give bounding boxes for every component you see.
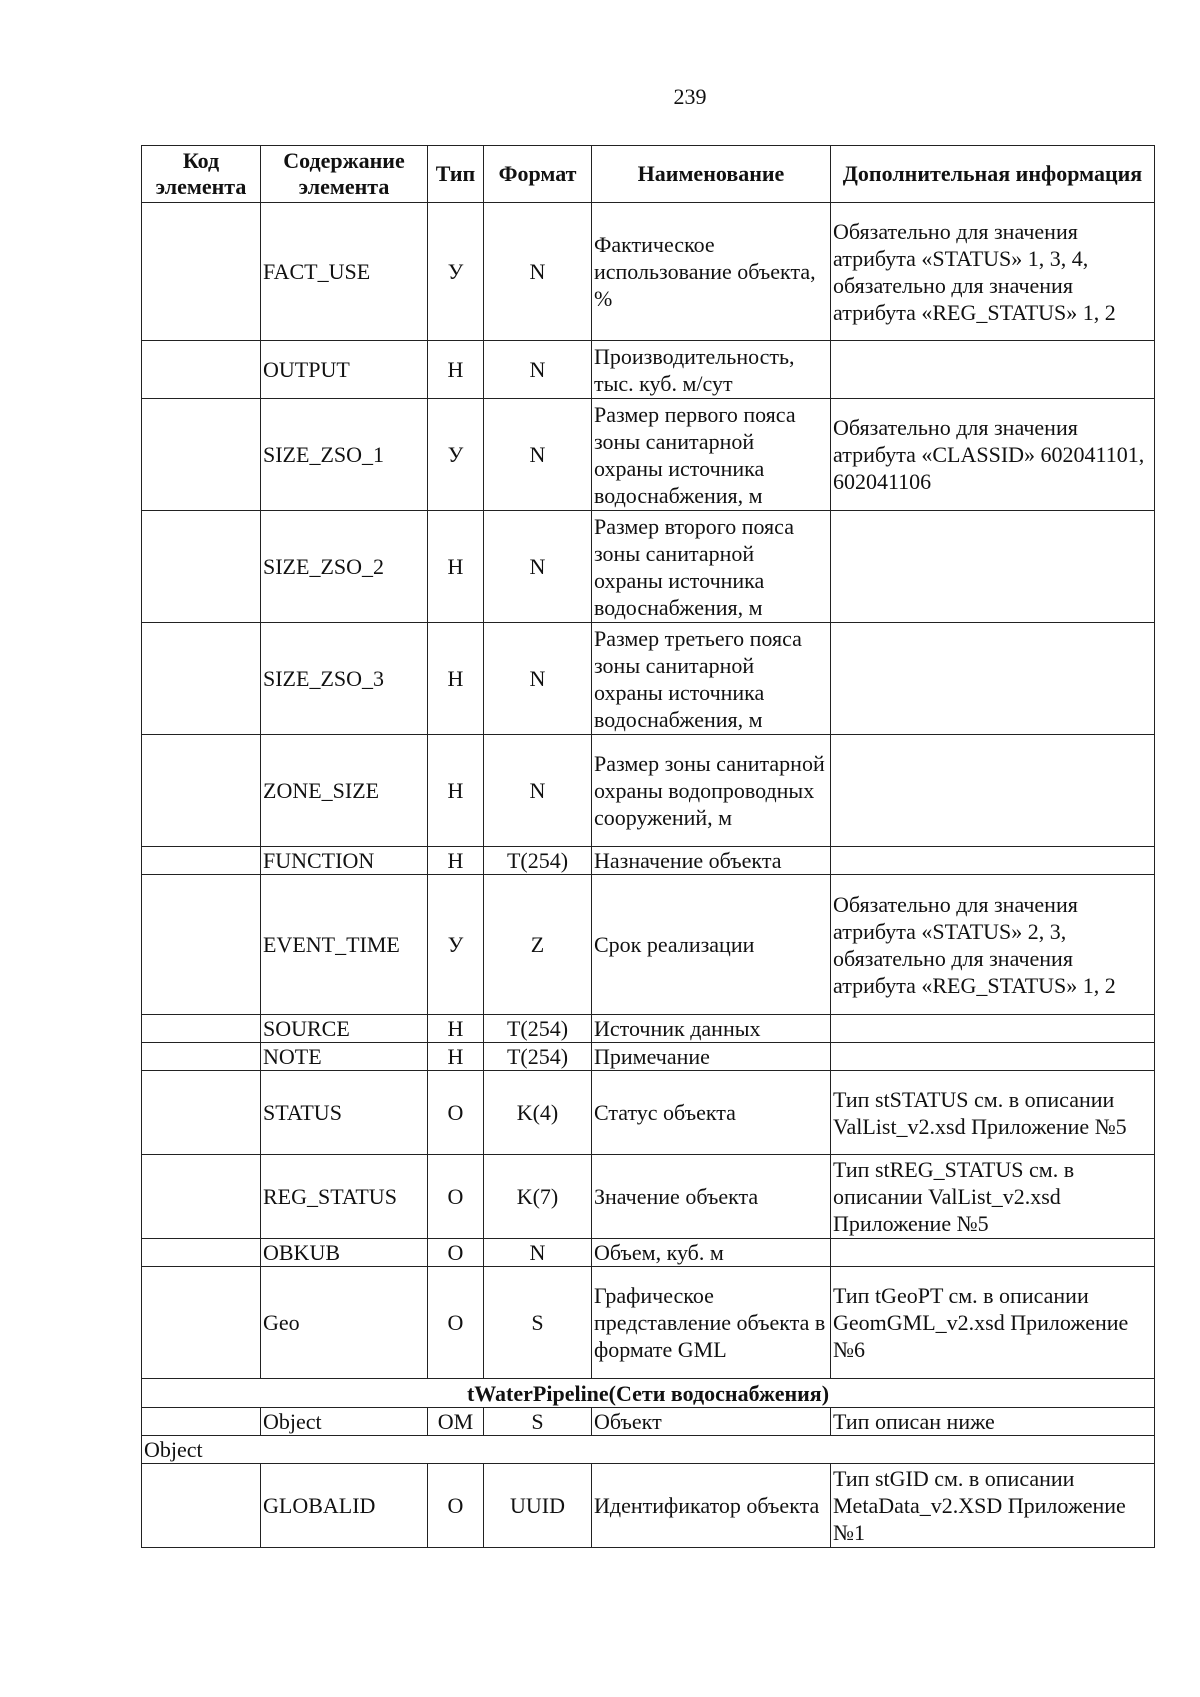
cell-info [831,511,1155,623]
cell-type: У [428,399,484,511]
table-row [142,203,1155,341]
cell-format: S [484,1408,592,1436]
cell-description: Графическое представление объекта в формате GML [592,1267,831,1379]
cell-code [142,399,261,511]
cell-code [142,1464,261,1548]
cell-element: OUTPUT [261,341,428,399]
cell-code [142,341,261,399]
cell-format: T(254) [484,1015,592,1043]
cell-type: ОМ [428,1408,484,1436]
cell-format: T(254) [484,1043,592,1071]
cell-element: NOTE [261,1043,428,1071]
cell-code [142,203,261,341]
cell-format: T(254) [484,847,592,875]
cell-type: Н [428,511,484,623]
cell-element: SIZE_ZSO_2 [261,511,428,623]
cell-type: О [428,1464,484,1548]
cell-format: K(4) [484,1071,592,1155]
cell-format: N [484,1239,592,1267]
cell-format: N [484,399,592,511]
cell-element: FACT_USE [261,203,428,341]
table-row [142,1408,1155,1436]
cell-info [831,847,1155,875]
cell-element: SOURCE [261,1015,428,1043]
cell-format: N [484,341,592,399]
cell-type: Н [428,735,484,847]
cell-code [142,1071,261,1155]
page-number: 239 [673,84,707,109]
header-content: Содержание элемента [261,146,428,203]
cell-format: N [484,203,592,341]
cell-description: Примечание [592,1043,831,1071]
table-row [142,735,1155,847]
cell-code [142,1267,261,1379]
cell-format: N [484,511,592,623]
cell-info: Тип stREG_STATUS см. в описании ValList_v2.xsd Приложение №5 [831,1155,1155,1239]
header-info: Дополнительная информация [831,146,1155,203]
spec-table [141,145,1155,1548]
cell-description: Статус объекта [592,1071,831,1155]
cell-type: О [428,1155,484,1239]
cell-format: N [484,623,592,735]
cell-description: Размер первого пояса зоны санитарной охраны источника водоснабжения, м [592,399,831,511]
table-row [142,1071,1155,1155]
table-row [142,1239,1155,1267]
cell-element: ZONE_SIZE [261,735,428,847]
table-row [142,511,1155,623]
cell-element: Geo [261,1267,428,1379]
cell-element: SIZE_ZSO_3 [261,623,428,735]
cell-description: Источник данных [592,1015,831,1043]
cell-element: FUNCTION [261,847,428,875]
cell-info: Тип stGID см. в описании MetaData_v2.XSD Приложение №1 [831,1464,1155,1548]
cell-element: EVENT_TIME [261,875,428,1015]
cell-info: Обязательно для значения атрибута «STATUS» 1, 3, 4, обязательно для значения атрибута «REG_STATUS» 1, 2 [831,203,1155,341]
cell-info: Обязательно для значения атрибута «CLASSID» 602041101, 602041106 [831,399,1155,511]
cell-description: Производительность, тыс. куб. м/сут [592,341,831,399]
cell-element: STATUS [261,1071,428,1155]
table-row [142,399,1155,511]
cell-description: Назначение объекта [592,847,831,875]
cell-element: OBKUB [261,1239,428,1267]
cell-code [142,847,261,875]
cell-format: K(7) [484,1155,592,1239]
cell-code [142,1015,261,1043]
cell-info [831,623,1155,735]
section-row [142,1379,1155,1408]
cell-format: N [484,735,592,847]
table-row [142,1015,1155,1043]
cell-info [831,1015,1155,1043]
cell-element: SIZE_ZSO_1 [261,399,428,511]
cell-description: Объем, куб. м [592,1239,831,1267]
cell-code [142,1155,261,1239]
group-row [142,1436,1155,1464]
cell-info [831,1043,1155,1071]
cell-format: S [484,1267,592,1379]
cell-type: У [428,875,484,1015]
cell-element: GLOBALID [261,1464,428,1548]
table-row [142,1043,1155,1071]
cell-type: Н [428,1015,484,1043]
cell-type: Н [428,847,484,875]
cell-code [142,735,261,847]
cell-code [142,1043,261,1071]
cell-info: Тип описан ниже [831,1408,1155,1436]
cell-code [142,1408,261,1436]
cell-info: Тип stSTATUS см. в описании ValList_v2.xsd Приложение №5 [831,1071,1155,1155]
cell-info: Тип tGeoPT см. в описании GeomGML_v2.xsd Приложение №6 [831,1267,1155,1379]
cell-description: Срок реализации [592,875,831,1015]
cell-type: О [428,1239,484,1267]
cell-info [831,1239,1155,1267]
header-format: Формат [484,146,592,203]
table-header-row [142,146,1155,203]
cell-type: О [428,1071,484,1155]
cell-element: REG_STATUS [261,1155,428,1239]
table-row [142,623,1155,735]
cell-type: Н [428,623,484,735]
table-row [142,341,1155,399]
cell-code [142,875,261,1015]
header-code: Код элемента [142,146,261,203]
cell-description: Объект [592,1408,831,1436]
header-type: Тип [428,146,484,203]
section-title: tWaterPipeline(Сети водоснабжения) [142,1379,1155,1408]
table-row [142,1155,1155,1239]
cell-description: Размер третьего пояса зоны санитарной охраны источника водоснабжения, м [592,623,831,735]
cell-description: Размер второго пояса зоны санитарной охраны источника водоснабжения, м [592,511,831,623]
table-row [142,847,1155,875]
cell-description: Значение объекта [592,1155,831,1239]
cell-info: Обязательно для значения атрибута «STATUS» 2, 3, обязательно для значения атрибута «REG_STATUS» 1, 2 [831,875,1155,1015]
group-label: Object [142,1436,1155,1464]
cell-type: Н [428,1043,484,1071]
cell-format: UUID [484,1464,592,1548]
cell-code [142,511,261,623]
header-name: Наименование [592,146,831,203]
table-row [142,1464,1155,1548]
cell-element: Object [261,1408,428,1436]
cell-type: Н [428,341,484,399]
cell-description: Идентификатор объекта [592,1464,831,1548]
cell-info [831,735,1155,847]
cell-format: Z [484,875,592,1015]
cell-description: Фактическое использование объекта, % [592,203,831,341]
table-row [142,1267,1155,1379]
table-row [142,875,1155,1015]
cell-type: У [428,203,484,341]
cell-type: О [428,1267,484,1379]
cell-info [831,341,1155,399]
cell-description: Размер зоны санитарной охраны водопроводных сооружений, м [592,735,831,847]
cell-code [142,1239,261,1267]
cell-code [142,623,261,735]
